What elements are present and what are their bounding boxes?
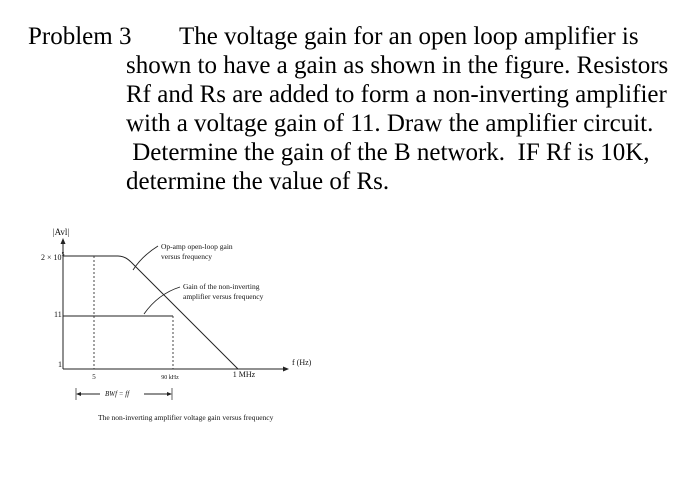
y-tick-low: 1 — [58, 360, 62, 369]
problem-statement — [126, 22, 686, 196]
y-axis-arrow — [61, 238, 66, 244]
annotation-noninv-line2: amplifier versus frequency — [183, 292, 264, 301]
y-tick-mid: 11 — [54, 310, 62, 319]
annotation-openloop-line1: Op-amp open-loop gain — [161, 242, 233, 251]
bandwidth-arrowhead-left — [76, 392, 81, 396]
x-axis-arrow — [283, 367, 289, 372]
bandwidth-arrowhead-right — [167, 392, 172, 396]
x-tick-low: 5 — [92, 373, 96, 381]
x-tick-mid: 90 kHz — [161, 375, 179, 381]
x-tick-high: 1 MHz — [232, 370, 256, 379]
figure-caption: The non-inverting amplifier voltage gain versus frequency — [98, 413, 274, 422]
y-tick-high-base: 2 × 10 — [41, 253, 62, 262]
annotation-noninv-pointer — [144, 287, 180, 314]
annotation-openloop-line2: versus frequency — [161, 252, 213, 261]
openloop-knee — [118, 256, 131, 262]
problem-line: shown to have a gain as shown in the figure. Resistors — [126, 52, 669, 79]
problem-number: Problem 3 — [28, 23, 132, 50]
bandwidth-label: BWf = ff — [105, 390, 130, 398]
problem-line: Rf and Rs are added to form a non-inverting amplifier — [126, 81, 667, 108]
x-axis-label: f (Hz) — [292, 358, 312, 367]
problem-line: determine the value of Rs. — [126, 168, 390, 195]
y-tick-high-exp: 5 — [61, 252, 65, 258]
problem-line: Determine the gain of the B network. IF Rf is 10K, — [126, 139, 650, 166]
problem-line: The voltage gain for an open loop amplifier is — [179, 23, 639, 50]
y-tick-high — [41, 252, 65, 262]
y-axis-label: |Avl| — [52, 227, 70, 237]
gain-frequency-figure — [30, 222, 350, 432]
annotation-openloop-pointer — [133, 246, 158, 270]
annotation-noninv-line1: Gain of the non-inverting — [183, 282, 260, 291]
gain-plot — [30, 222, 350, 432]
problem-line: with a voltage gain of 11. Draw the amplifier circuit. — [126, 110, 654, 137]
